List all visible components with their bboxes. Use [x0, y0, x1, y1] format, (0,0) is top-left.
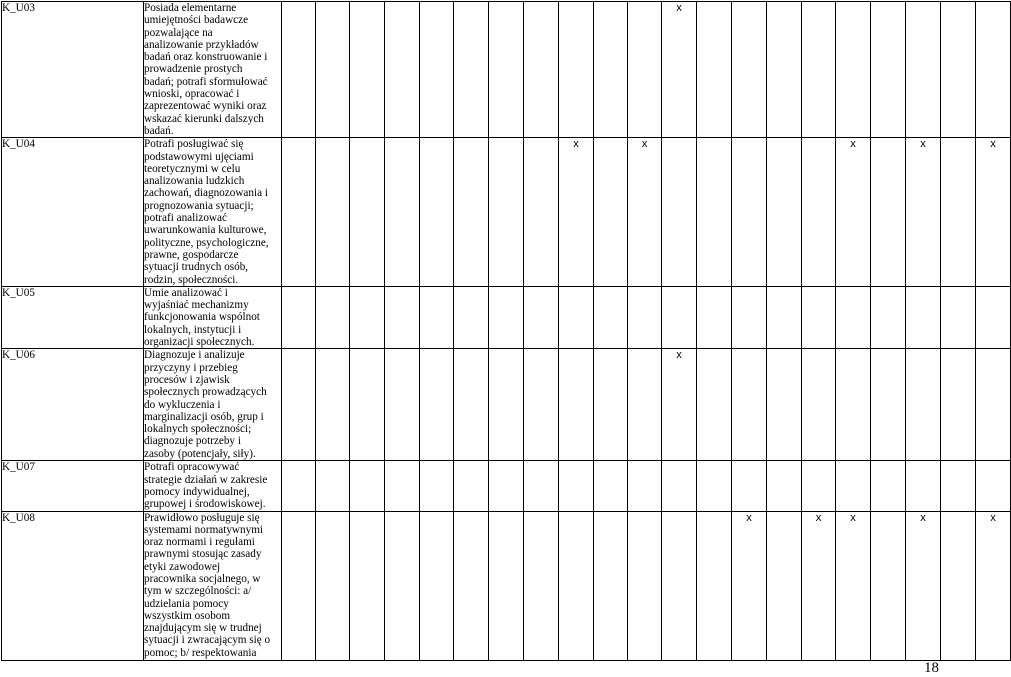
- mark-cell: [282, 461, 316, 511]
- outcome-code: K_U05: [2, 286, 144, 348]
- mark-cell: [732, 461, 767, 511]
- mark-cell: [385, 511, 420, 660]
- mark-cell: [906, 461, 941, 511]
- mark-cell: x: [906, 138, 941, 287]
- mark-cell: [524, 138, 559, 287]
- description-line: Potrafi posługiwać się: [144, 138, 244, 151]
- table-row: [2, 511, 1011, 660]
- mark-cell: [385, 2, 420, 138]
- description-line: badań oraz konstruowanie i: [144, 51, 268, 64]
- outcome-description: [144, 349, 282, 461]
- mark-cell: [350, 349, 385, 461]
- description-line: diagnozuje potrzeby i: [144, 435, 241, 448]
- mark-cell: [941, 138, 976, 287]
- mark-cell: [350, 286, 385, 348]
- description-line: strategie działań w zakresie: [144, 473, 268, 486]
- description-line: marginalizacji osób, grup i: [144, 410, 264, 423]
- mark-cell: [385, 138, 420, 287]
- mark-cell: [871, 286, 906, 348]
- description-line: uwarunkowania kulturowe,: [144, 224, 267, 237]
- table-row: [2, 349, 1011, 461]
- mark-cell: [976, 461, 1011, 511]
- description-line: Potrafi opracowywać: [144, 461, 240, 474]
- description-line: wszystkim osobom: [144, 609, 231, 622]
- mark-cell: [524, 511, 559, 660]
- description-line: grupowej i środowiskowej.: [144, 498, 266, 511]
- description-line: pomoc; b/ respektowania: [144, 646, 257, 659]
- table-row: [2, 2, 1011, 138]
- mark-cell: [524, 286, 559, 348]
- mark-cell: [559, 461, 594, 511]
- mark-cell: x: [976, 511, 1011, 660]
- mark-cell: [662, 286, 697, 348]
- description-line: organizacji społecznych.: [144, 336, 255, 349]
- mark-cell: [282, 511, 316, 660]
- mark-cell: [628, 349, 662, 461]
- description-line: wyjaśniać mechanizmy: [144, 299, 249, 312]
- mark-cell: [385, 349, 420, 461]
- mark-cell: [871, 349, 906, 461]
- mark-cell: [385, 461, 420, 511]
- outcome-description: [144, 511, 282, 660]
- mark-cell: [316, 511, 350, 660]
- outcome-description: [144, 138, 282, 287]
- description-line: lokalnych społeczności;: [144, 423, 252, 436]
- mark-cell: [454, 349, 489, 461]
- description-line: prawnymi stosując zasady: [144, 548, 262, 561]
- description-line: prowadzenie prostych: [144, 63, 243, 76]
- outcome-description: [144, 461, 282, 511]
- description-line: prognozowania sytuacji;: [144, 199, 254, 212]
- description-line: znajdującym się w trudnej: [144, 622, 262, 635]
- mark-cell: [767, 138, 802, 287]
- mark-cell: [906, 2, 941, 138]
- mark-cell: [976, 349, 1011, 461]
- mark-cell: [767, 511, 802, 660]
- mark-cell: [489, 511, 524, 660]
- mark-cell: [802, 286, 836, 348]
- mark-cell: [802, 461, 836, 511]
- description-line: pracownika socjalnego, w: [144, 572, 261, 585]
- description-line: Umie analizować i: [144, 286, 228, 299]
- mark-cell: x: [836, 511, 871, 660]
- description-line: etyki zawodowej: [144, 560, 221, 573]
- page-number: 18: [924, 660, 939, 676]
- mark-cell: [316, 349, 350, 461]
- table-row: [2, 138, 1011, 287]
- mark-cell: [871, 461, 906, 511]
- mark-cell: [941, 2, 976, 138]
- mark-cell: x: [732, 511, 767, 660]
- mark-cell: [628, 286, 662, 348]
- mark-cell: [697, 511, 732, 660]
- description-line: badań; potrafi sformułować: [144, 75, 268, 88]
- description-line: Diagnozuje i analizuje: [144, 349, 245, 362]
- mark-cell: [454, 461, 489, 511]
- mark-cell: [524, 461, 559, 511]
- description-line: zasoby (potencjały, siły).: [144, 447, 256, 460]
- mark-cell: [524, 2, 559, 138]
- mark-cell: [836, 461, 871, 511]
- mark-cell: [282, 2, 316, 138]
- description-line: pozwalające na: [144, 26, 213, 39]
- outcome-code: K_U04: [2, 138, 144, 287]
- learning-outcomes-table: [1, 1, 1011, 661]
- description-line: wskazać kierunki dalszych: [144, 112, 264, 125]
- mark-cell: [594, 2, 628, 138]
- mark-cell: [559, 286, 594, 348]
- mark-cell: x: [559, 138, 594, 287]
- mark-cell: [732, 286, 767, 348]
- mark-cell: [941, 286, 976, 348]
- mark-cell: x: [662, 2, 697, 138]
- mark-cell: [350, 461, 385, 511]
- description-line: funkcjonowania wspólnot: [144, 311, 260, 324]
- mark-cell: [594, 511, 628, 660]
- description-line: do wykluczenia i: [144, 398, 221, 411]
- description-line: prawne, gospodarcze: [144, 248, 239, 261]
- description-line: oraz normami i regułami: [144, 536, 255, 549]
- mark-cell: [350, 138, 385, 287]
- mark-cell: [767, 349, 802, 461]
- description-line: procesów i zjawisk: [144, 373, 230, 386]
- mark-cell: x: [802, 511, 836, 660]
- mark-cell: x: [976, 138, 1011, 287]
- mark-cell: [282, 349, 316, 461]
- mark-cell: [489, 349, 524, 461]
- mark-cell: [906, 349, 941, 461]
- mark-cell: x: [662, 349, 697, 461]
- mark-cell: [976, 286, 1011, 348]
- description-line: pomocy indywidualnej,: [144, 485, 250, 498]
- mark-cell: [559, 349, 594, 461]
- mark-cell: [802, 138, 836, 287]
- mark-cell: [662, 511, 697, 660]
- mark-cell: [524, 349, 559, 461]
- description-line: potrafi analizować: [144, 212, 227, 225]
- outcome-code: K_U06: [2, 349, 144, 461]
- mark-cell: [767, 286, 802, 348]
- mark-cell: x: [628, 138, 662, 287]
- mark-cell: [420, 138, 454, 287]
- mark-cell: [767, 2, 802, 138]
- mark-cell: [350, 511, 385, 660]
- mark-cell: [906, 286, 941, 348]
- description-line: Prawidłowo posługuje się: [144, 511, 260, 524]
- mark-cell: [385, 286, 420, 348]
- mark-cell: [732, 2, 767, 138]
- outcome-description: [144, 286, 282, 348]
- mark-cell: [594, 461, 628, 511]
- description-line: analizowania ludzkich: [144, 175, 245, 188]
- mark-cell: [454, 511, 489, 660]
- description-line: sytuacji trudnych osób,: [144, 261, 249, 274]
- mark-cell: x: [906, 511, 941, 660]
- mark-cell: x: [836, 138, 871, 287]
- mark-cell: [420, 286, 454, 348]
- mark-cell: [802, 349, 836, 461]
- mark-cell: [489, 286, 524, 348]
- outcome-code: K_U03: [2, 2, 144, 138]
- description-line: zachowań, diagnozowania i: [144, 187, 268, 200]
- mark-cell: [871, 2, 906, 138]
- description-line: polityczne, psychologiczne,: [144, 236, 269, 249]
- mark-cell: [489, 138, 524, 287]
- mark-cell: [662, 461, 697, 511]
- outcome-description: [144, 2, 282, 138]
- description-line: przyczyny i przebieg: [144, 361, 238, 374]
- mark-cell: [350, 2, 385, 138]
- description-line: Posiada elementarne: [144, 2, 237, 14]
- mark-cell: [871, 511, 906, 660]
- mark-cell: [836, 2, 871, 138]
- mark-cell: [594, 286, 628, 348]
- mark-cell: [420, 511, 454, 660]
- table-row: [2, 286, 1011, 348]
- mark-cell: [316, 286, 350, 348]
- mark-cell: [941, 461, 976, 511]
- outcome-code: K_U08: [2, 511, 144, 660]
- description-line: podstawowymi ujęciami: [144, 150, 254, 163]
- mark-cell: [559, 2, 594, 138]
- mark-cell: [594, 349, 628, 461]
- outcome-code: K_U07: [2, 461, 144, 511]
- mark-cell: [871, 138, 906, 287]
- mark-cell: [697, 349, 732, 461]
- table-row: [2, 461, 1011, 511]
- mark-cell: [454, 286, 489, 348]
- mark-cell: [628, 461, 662, 511]
- mark-cell: [697, 286, 732, 348]
- description-line: sytuacji i zwracającym się o: [144, 634, 271, 647]
- mark-cell: [941, 511, 976, 660]
- mark-cell: [767, 461, 802, 511]
- mark-cell: [976, 2, 1011, 138]
- mark-cell: [732, 349, 767, 461]
- description-line: rodzin, społeczności.: [144, 273, 239, 286]
- description-line: lokalnych, instytucji i: [144, 323, 242, 336]
- description-line: badań.: [144, 124, 174, 137]
- description-line: teoretycznymi w celu: [144, 162, 241, 175]
- mark-cell: [559, 511, 594, 660]
- mark-cell: [420, 349, 454, 461]
- mark-cell: [316, 138, 350, 287]
- mark-cell: [489, 461, 524, 511]
- mark-cell: [454, 2, 489, 138]
- mark-cell: [282, 286, 316, 348]
- description-line: zaprezentować wyniki oraz: [144, 100, 267, 113]
- mark-cell: [941, 349, 976, 461]
- description-line: systemami normatywnymi: [144, 523, 264, 536]
- mark-cell: [489, 2, 524, 138]
- description-line: wnioski, opracować i: [144, 88, 240, 101]
- mark-cell: [697, 2, 732, 138]
- mark-cell: [662, 138, 697, 287]
- mark-cell: [628, 2, 662, 138]
- mark-cell: [282, 138, 316, 287]
- description-line: społecznych prowadzących: [144, 386, 267, 399]
- description-line: umiejętności badawcze: [144, 14, 249, 27]
- description-line: udzielania pomocy: [144, 597, 229, 610]
- mark-cell: [802, 2, 836, 138]
- mark-cell: [697, 461, 732, 511]
- mark-cell: [316, 461, 350, 511]
- mark-cell: [836, 349, 871, 461]
- mark-cell: [697, 138, 732, 287]
- description-line: tym w szczególności: a/: [144, 585, 252, 598]
- mark-cell: [594, 138, 628, 287]
- mark-cell: [316, 2, 350, 138]
- mark-cell: [628, 511, 662, 660]
- description-line: analizowanie przykładów: [144, 38, 259, 51]
- mark-cell: [420, 461, 454, 511]
- mark-cell: [420, 2, 454, 138]
- mark-cell: [454, 138, 489, 287]
- mark-cell: [732, 138, 767, 287]
- mark-cell: [836, 286, 871, 348]
